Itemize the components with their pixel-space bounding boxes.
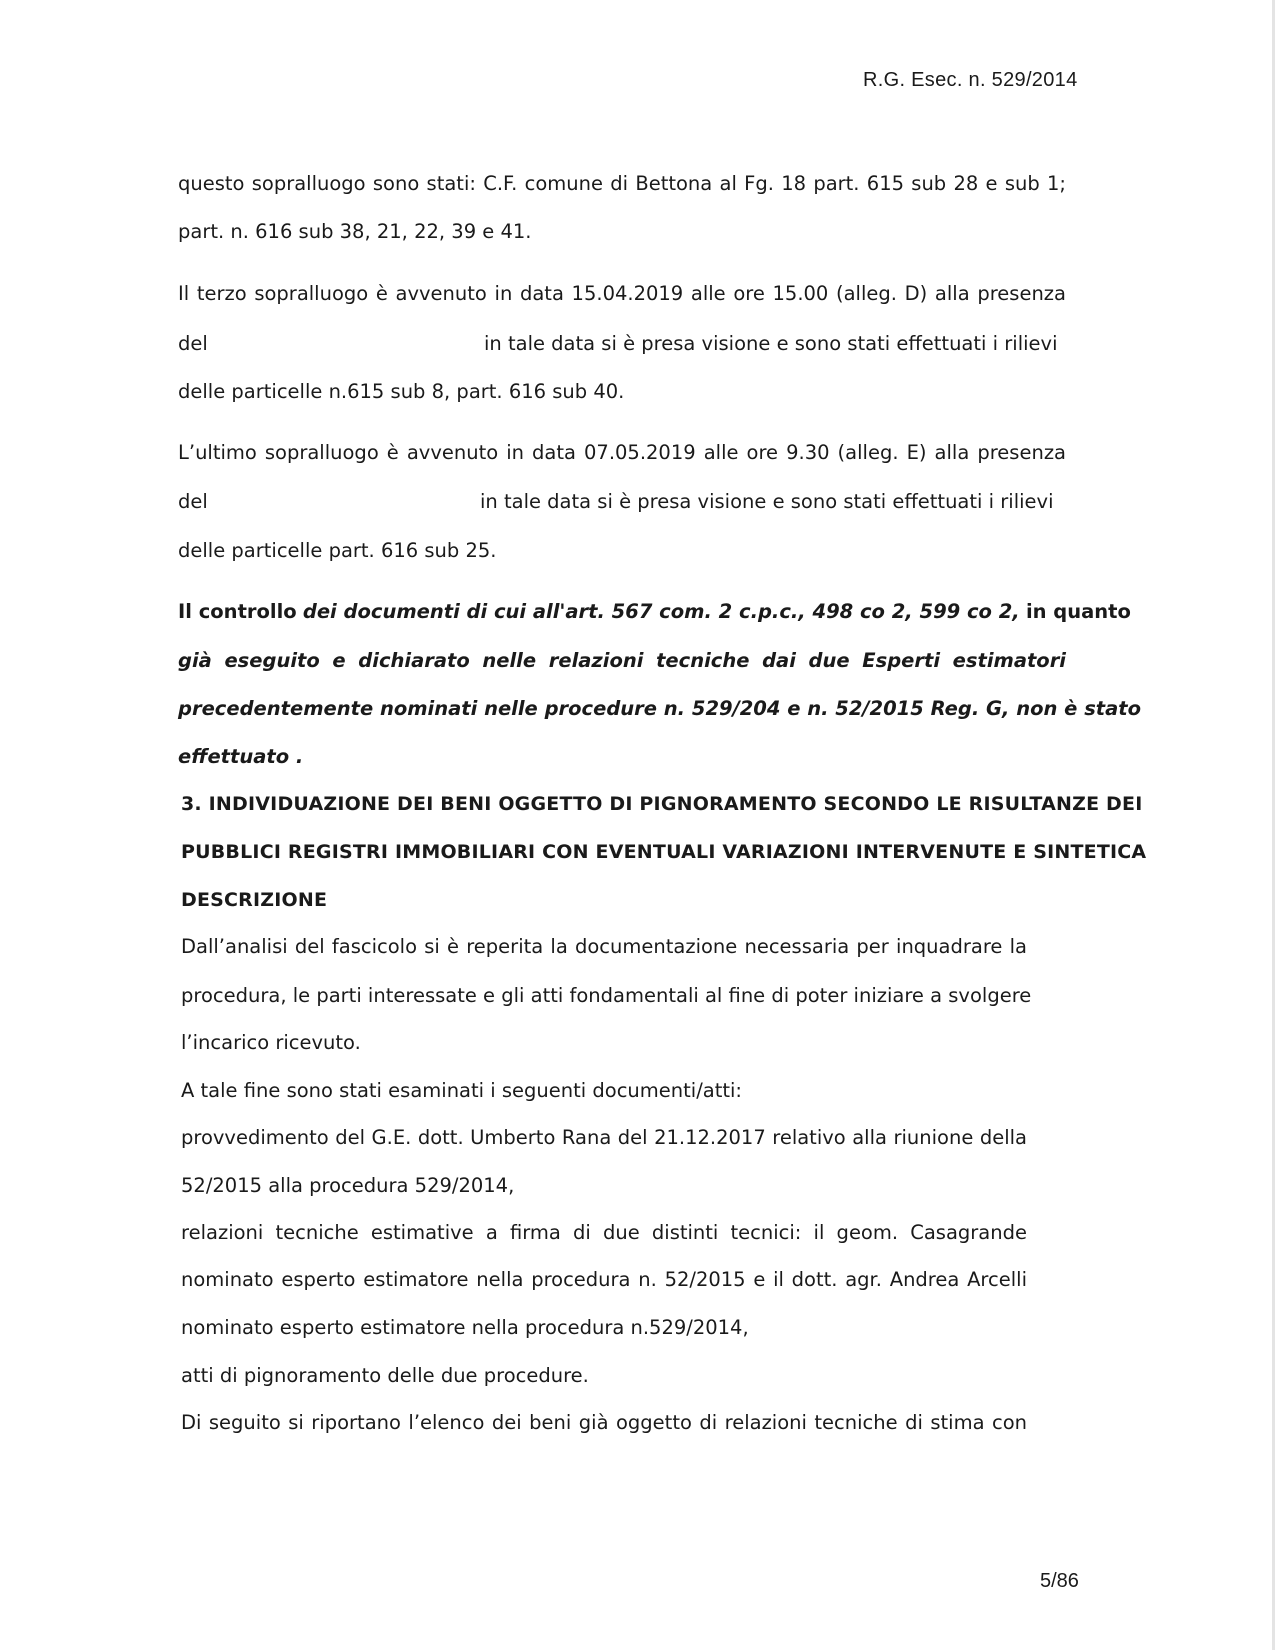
text-fragment: dei documenti di cui all'art. 567 com. 2 c.p.c., 498 co 2, 599 co 2,: [302, 600, 1020, 623]
paragraph-line: provvedimento del G.E. dott. Umberto Rana del 21.12.2017 relativo alla riunione della: [181, 1126, 1027, 1149]
text-fragment: del: [178, 490, 208, 513]
paragraph-line: nominato esperto estimatore nella procedura n. 52/2015 e il dott. agr. Andrea Arcelli: [181, 1268, 1027, 1291]
bold-paragraph-line: precedentemente nominati nelle procedure n. 529/204 e n. 52/2015 Reg. G, non è stato: [178, 697, 1142, 720]
paragraph-line: questo sopralluogo sono stati: C.F. comune di Bettona al Fg. 18 part. 615 sub 28 e sub 1;: [178, 172, 1066, 195]
paragraph-line: part. n. 616 sub 38, 21, 22, 39 e 41.: [178, 220, 532, 243]
paragraph-line: in tale data si è presa visione e sono stati effettuati i rilievi: [480, 490, 1054, 513]
paragraph-line: delle particelle n.615 sub 8, part. 616 sub 40.: [178, 380, 625, 403]
paragraph-line: in tale data si è presa visione e sono stati effettuati i rilievi: [484, 332, 1058, 355]
paragraph-line: nominato esperto estimatore nella procedura n.529/2014,: [181, 1316, 749, 1339]
paragraph-line: L’ultimo sopralluogo è avvenuto in data 07.05.2019 alle ore 9.30 (alleg. E) alla presenza: [178, 441, 1066, 464]
bold-paragraph-line: effettuato .: [178, 745, 304, 768]
paragraph-line: delle particelle part. 616 sub 25.: [178, 539, 497, 562]
paragraph-line: atti di pignoramento delle due procedure.: [181, 1364, 589, 1387]
paragraph-line: relazioni tecniche estimative a firma di due distinti tecnici: il geom. Casagrande: [181, 1221, 1027, 1244]
text-fragment: del: [178, 332, 208, 355]
section-heading: PUBBLICI REGISTRI IMMOBILIARI CON EVENTUALI VARIAZIONI INTERVENUTE E SINTETICA: [181, 841, 1147, 863]
paragraph-line: Il terzo sopralluogo è avvenuto in data 15.04.2019 alle ore 15.00 (alleg. D) alla presenza: [178, 282, 1066, 305]
text-fragment: Il controllo: [178, 600, 297, 623]
section-heading: DESCRIZIONE: [181, 889, 328, 911]
page-number: 5/86: [1040, 1570, 1079, 1592]
text-fragment: in quanto: [1025, 600, 1131, 623]
paragraph-line: A tale fine sono stati esaminati i seguenti documenti/atti:: [181, 1079, 742, 1102]
paragraph-line: l’incarico ricevuto.: [181, 1031, 361, 1054]
paragraph-line: [178, 490, 498, 514]
paragraph-line: [178, 332, 508, 356]
bold-paragraph-line: già eseguito e dichiarato nelle relazioni tecniche dai due Esperti estimatori: [178, 649, 1066, 672]
section-heading: 3. INDIVIDUAZIONE DEI BENI OGGETTO DI PIGNORAMENTO SECONDO LE RISULTANZE DEI: [181, 793, 1143, 815]
paragraph-line: Di seguito si riportano l’elenco dei beni già oggetto di relazioni tecniche di stima con: [181, 1411, 1027, 1434]
case-number-header: R.G. Esec. n. 529/2014: [863, 69, 1078, 91]
paragraph-line: procedura, le parti interessate e gli atti fondamentali al fine di poter iniziare a svolgere: [181, 984, 1032, 1007]
paragraph-line: 52/2015 alla procedura 529/2014,: [181, 1174, 515, 1197]
paragraph-line: Dall’analisi del fascicolo si è reperita la documentazione necessaria per inquadrare la: [181, 935, 1027, 958]
bold-paragraph-line: [178, 600, 1131, 624]
